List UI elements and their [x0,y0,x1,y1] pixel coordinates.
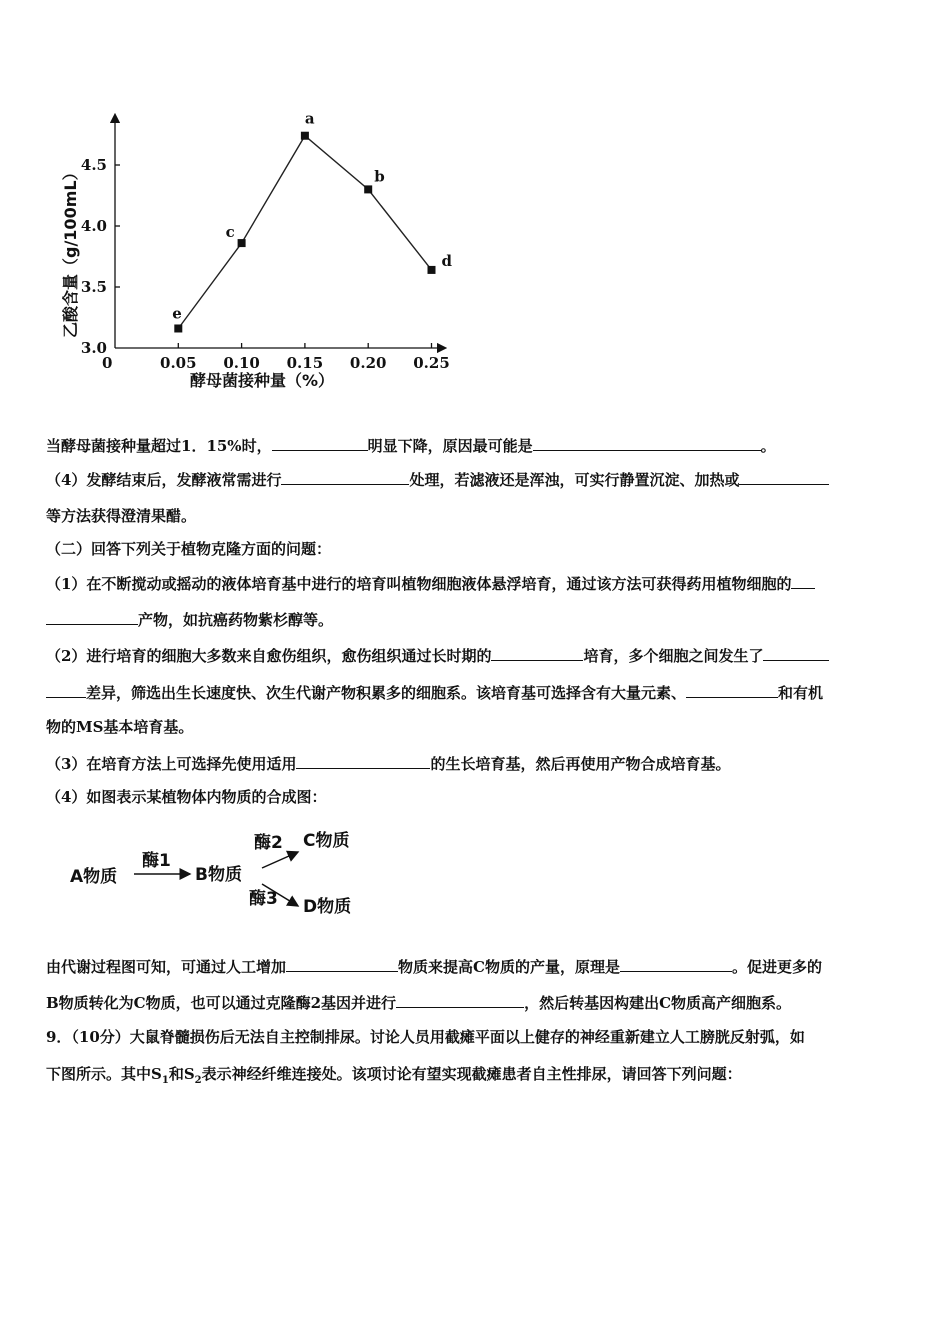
y-tick-label: 4.5 [80,156,107,174]
point-label-d: d [441,251,452,270]
enzyme-2-label: 酶2 [254,833,283,853]
x-tick-label: 0.05 [160,354,197,372]
point-label-b: b [374,167,385,186]
line10-part1: （3）在培育方法上可选择先使用适用 [46,755,297,773]
line9: 物的MS基本培育基。 [46,718,194,736]
answer-blank[interactable] [763,644,829,661]
answer-blank[interactable] [286,955,398,972]
line7-part2: 培育，多个细胞之间发生了 [583,647,764,665]
series-line [178,136,431,329]
text-line-12 [46,955,904,978]
acetic-acid-chart [40,100,460,400]
line1-part2: 明显下降，原因最可能是 [367,437,533,455]
answer-blank[interactable] [296,752,430,769]
text-line-8 [46,681,904,704]
answer-blank[interactable] [686,681,778,698]
line6: 产物，如抗癌药物紫杉醇等。 [138,611,334,629]
x-axis-title: 酵母菌接种量（%） [190,371,335,390]
question-9-line2-a: 下图所示。其中S [46,1065,162,1083]
line1-part1: 当酵母菌接种量超过1．15%时， [46,437,272,455]
line1-part3: 。 [760,437,776,455]
substance-d: D物质 [303,897,352,917]
data-point-b [364,185,372,193]
line2-part2: 处理，若滤液还是浑浊，可实行静置沉淀、加热或 [409,471,740,489]
chart-canvas [40,100,460,400]
text-line-11 [46,786,904,808]
y-tick-label: 3.0 [80,339,107,357]
text-line-1 [46,434,904,457]
line10-part2: 的生长培育基，然后再使用产物合成培育基。 [430,755,731,773]
text-line-10 [46,752,904,775]
line3: 等方法获得澄清果醋。 [46,507,197,525]
section-heading: （二）回答下列关于植物克隆方面的问题： [46,540,332,558]
line12-part3: 。促进更多的 [731,958,822,976]
answer-blank[interactable] [272,434,368,451]
answer-blank[interactable] [491,644,583,661]
line8-part1: 差异，筛选出生长速度快、次生代谢产物积累多的细胞系。该培育基可选择含有大量元素、 [86,684,687,702]
metabolic-pathway-diagram [62,822,382,922]
point-label-c: c [225,223,235,242]
enzyme-3-label: 酶3 [249,889,278,909]
origin-label: 0 [102,354,113,372]
answer-blank[interactable] [533,434,761,451]
text-line-13 [46,991,904,1014]
answer-blank[interactable] [46,681,86,698]
substance-a: A物质 [70,867,118,887]
y-tick-label: 3.5 [80,278,107,296]
point-label-a: a [304,109,315,128]
data-point-d [428,266,436,274]
data-point-c [238,239,246,247]
answer-blank[interactable] [46,608,138,625]
text-line-9 [46,716,904,738]
text-line-6 [46,608,904,631]
question-9-line2-c: 表示神经纤维连接处。该项讨论有望实现截瘫患者自主性排尿，请回答下列问题： [201,1065,742,1083]
line11: （4）如图表示某植物体内物质的合成图： [46,788,327,806]
data-point-e [174,324,182,332]
line12-part1: 由代谢过程图可知，可通过人工增加 [46,958,287,976]
arrow-b-to-c [262,852,298,868]
answer-blank[interactable] [791,572,815,589]
enzyme-1-label: 酶1 [142,851,171,871]
x-tick-label: 0.20 [349,354,387,372]
point-label-e: e [172,304,182,323]
subscript-1: 1 [161,1075,169,1086]
line5: （1）在不断搅动或摇动的液体培育基中进行的培育叫植物细胞液体悬浮培育，通过该方法可获得药用植物细胞的 [46,575,792,593]
text-line-5 [46,572,904,595]
text-line-2 [46,468,904,491]
y-tick-label: 4.0 [80,217,107,235]
answer-blank[interactable] [739,468,829,485]
text-line-4 [46,538,904,560]
subscript-2: 2 [194,1075,202,1086]
x-tick-label: 0.15 [286,354,324,372]
line13-part2: ，然后转基因构建出C物质高产细胞系。 [524,994,792,1012]
text-line-7 [46,644,904,667]
substance-b: B物质 [195,865,242,885]
text-line-15 [46,1063,904,1092]
data-point-a [301,132,309,140]
question-9-line1: 9．（10分）大鼠脊髓损伤后无法自主控制排尿。讨论人员用截瘫平面以上健存的神经重新建立人工膀胱反射弧，如 [46,1028,805,1046]
line13-part1: B物质转化为C物质，也可以通过克隆酶2基因并进行 [46,994,397,1012]
pathway-canvas [62,822,382,922]
text-line-3 [46,505,904,527]
answer-blank[interactable] [620,955,732,972]
line12-part2: 物质来提高C物质的产量，原理是 [398,958,620,976]
x-tick-label: 0.10 [223,354,260,372]
answer-blank[interactable] [281,468,409,485]
line2-part1: （4）发酵结束后，发酵液常需进行 [46,471,282,489]
question-9-line2-b: 和S [168,1065,195,1083]
text-line-14 [46,1026,904,1048]
answer-blank[interactable] [396,991,524,1008]
y-axis-title: 乙酸含量（g/100mL） [61,164,80,338]
line7-part1: （2）进行培育的细胞大多数来自愈伤组织，愈伤组织通过长时期的 [46,647,492,665]
line8-part2: 和有机 [778,684,824,702]
x-tick-label: 0.25 [413,354,450,372]
substance-c: C物质 [303,831,350,851]
